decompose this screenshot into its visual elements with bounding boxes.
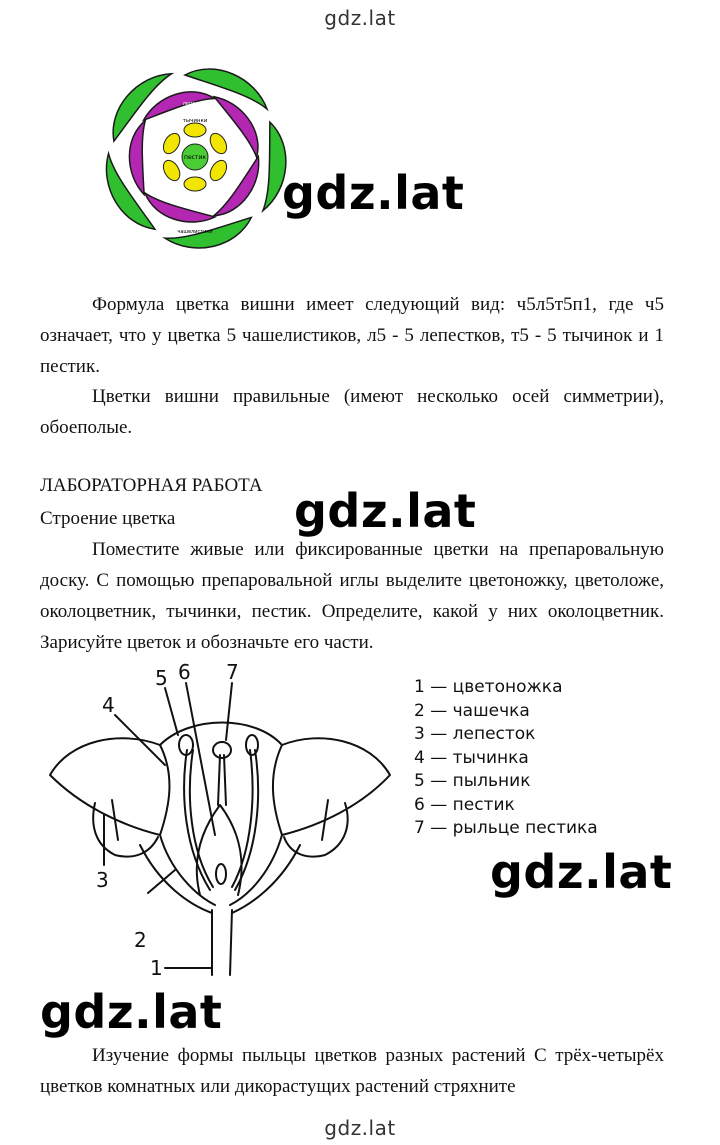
flower-structure-diagram [40,655,410,985]
legend-item: 4 — тычинка [414,747,529,768]
pollen-paragraph: Изучение формы пыльцы цветков разных растений С трёх-четырёх цветков комнатных или дикорастущих растений стряхните [40,1045,664,1097]
symmetry-paragraph: Цветки вишни правильные (имеют несколько осей симметрии), обоеполые. [40,386,664,438]
watermark-1: gdz.lat [282,166,465,220]
lab-subtitle: Строение цветка [40,508,176,529]
legend-item: 1 — цветоножка [414,677,563,697]
pistil-label: пестик [184,154,206,161]
legend-item: 6 — пестик [414,794,515,815]
legend-item: 2 — чашечка [414,700,530,721]
watermark-bottom: gdz.lat [324,1116,396,1140]
label-7: 7 [226,660,239,684]
label-6: 6 [178,660,191,684]
stamens-label: тычинки [182,118,208,124]
watermark-4: gdz.lat [40,985,223,1039]
cherry-flower-diagram [100,62,290,252]
petals-label: лепестки [182,101,208,107]
flower-legend [414,676,598,841]
label-1: 1 [150,956,163,980]
label-3: 3 [96,868,109,892]
label-5: 5 [155,666,168,690]
label-2: 2 [134,928,147,952]
legend-item: 3 — лепесток [414,724,536,744]
formula-paragraph: Формула цветка вишни имеет следующий вид: ч5л5т5п1, где ч5 означает, что у цветка 5 чашелистиков, л5 - 5 лепестков, т5 - 5 тычинок и 1 пестик. [40,294,664,377]
watermark-top: gdz.lat [324,6,396,30]
label-4: 4 [102,693,115,717]
watermark-2: gdz.lat [294,484,477,538]
lab-paragraph: Поместите живые или фиксированные цветки на препаровальную доску. С помощью препаровальной иглы выделите цветоножку, цветоложе, околоцветник, тычинки, пестик. Определите, какой у них околоцветник. Зарисуйте цветок и обозначьте его части. [40,539,664,653]
lab-title: ЛАБОРАТОРНАЯ РАБОТА [40,475,263,496]
sepals-label: чашелистики [177,229,213,235]
legend-item: 5 — пыльник [414,771,531,791]
legend-item: 7 — рыльце пестика [414,818,598,838]
watermark-3: gdz.lat [490,845,673,899]
